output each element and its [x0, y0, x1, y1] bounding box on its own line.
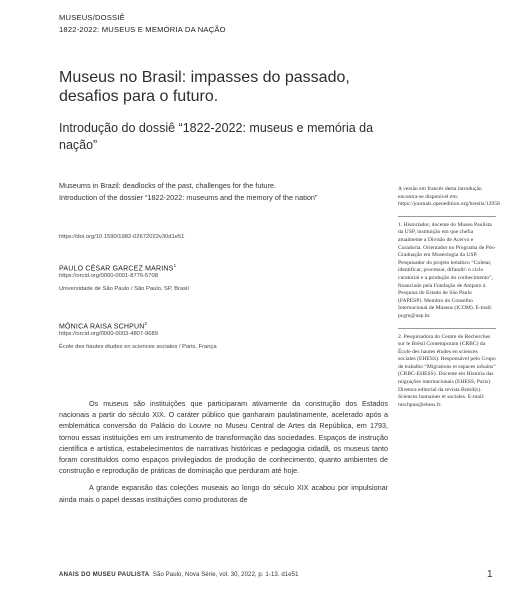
- author-name: [59, 321, 217, 330]
- body-paragraph: A grande expansão das coleções museais ao longo do século XIX acabou por impulsionar ainda mais o papel dessas instituições como produtoras de: [59, 483, 388, 504]
- sidenote-divider: [398, 216, 496, 217]
- journal-name: ANAIS DO MUSEU PAULISTA: [59, 572, 150, 578]
- orcid-link[interactable]: https://orcid.org/0000-0001-8776-5708: [59, 273, 158, 280]
- section-header: [59, 12, 226, 36]
- sidenotes-column: [398, 186, 500, 414]
- author-affiliation: École des hautes études en sciences sociales / Paris, França: [59, 344, 217, 351]
- sidenote-2: 2. Pesquisadora do Centre de Recherches sur le Brésil Contemporain (CRBC) da École des hautes études en sciences sociales (EHESS). Responsável pelo Grupo de trabalho “Migrations et espaces urbains” (CRBC-EHESS). Docente em História das migrações internacionais (EHESS, Paris). Diretora editorial da revista Brésil(s). Sciences humaines et sociales. E-mail: mschpun@ehess.fr.: [398, 333, 496, 408]
- author-name-text: MÔNICA RAISA SCHPUN: [59, 323, 145, 331]
- english-title-line-2: Introduction of the dossier “1822-2022: museums and the memory of the nation”: [59, 192, 318, 202]
- subsection-label: 1822-2022: MUSEUS E MEMÓRIA DA NAÇÃO: [59, 25, 226, 34]
- author-name: [59, 263, 189, 272]
- doi-link[interactable]: https://doi.org/10.1590/1982-02672022v30d1e51: [59, 234, 185, 240]
- page-footer: [59, 572, 299, 578]
- citation-info: São Paulo, Nova Série, vol. 30, 2022, p. 1-13. d1e51: [152, 572, 299, 578]
- sidenote-divider: [398, 328, 496, 329]
- section-label: MUSEUS/DOSSIÊ: [59, 13, 125, 22]
- article-title: Museus no Brasil: impasses do passado, desafios para o futuro.: [59, 69, 350, 105]
- footnote-marker[interactable]: 2: [144, 321, 148, 326]
- article-subtitle: Introdução do dossiê “1822-2022: museus e memória da nação”: [59, 121, 374, 152]
- page-number: 1: [487, 569, 493, 580]
- author-block-2: [59, 321, 217, 352]
- sidenote-1: 1. Historiador, docente do Museu Paulista da USP, instituição em que chefia atualmente a Divisão de Acervo e Curadoria. Orientador no Programa de Pós-Graduação em Museologia da USP. Pesquisador do projeto temático “Coletar, identificar, processar, difundir: o ciclo curatorial e a produção do conhecimento”, financiado pela Fundação de Amparo à Pesquisa do Estado de São Paulo (FAPESP). Membro do Conselho Internacional de Museus (ICOM). E-mail: pcgm@usp.br.: [398, 221, 496, 319]
- english-title: [59, 180, 399, 203]
- orcid-link[interactable]: https://orcid.org/0000-0003-4807-9689: [59, 331, 158, 338]
- footnote-marker[interactable]: 1: [173, 263, 177, 268]
- author-affiliation: Universidade de São Paulo / São Paulo, SP, Brasil: [59, 286, 189, 293]
- body-paragraph: Os museus são instituições que participaram ativamente da construção dos Estados nacionais a partir do século XIX. O caráter público que ganharam paulatinamente, acelerado após a emblemática conversão do Palácio do Louvre no Museu Central de Artes da República, em 1793, tornou essas instituições em um instrumento de transformação das sociedades. Espaços de instrução científica e artística, estabelecimentos de narrativas históricas e pedagogia cidadã, os museus tanto foram constituídos como espaços privilegiados de produção de conhecimento, quanto ambientes de construção e reprodução de práticas de dominação que perduram até hoje.: [59, 399, 388, 476]
- english-title-line-1: Museums in Brazil: deadlocks of the past, challenges for the future.: [59, 181, 276, 190]
- author-name-text: PAULO CÉSAR GARCEZ MARINS: [59, 265, 174, 273]
- author-block-1: [59, 263, 189, 294]
- sidenote-version: A versão em francês desta introdução encontra-se disponível em: https://journals.openedition.org/bresils/12958: [398, 186, 500, 208]
- article-body: [59, 398, 388, 505]
